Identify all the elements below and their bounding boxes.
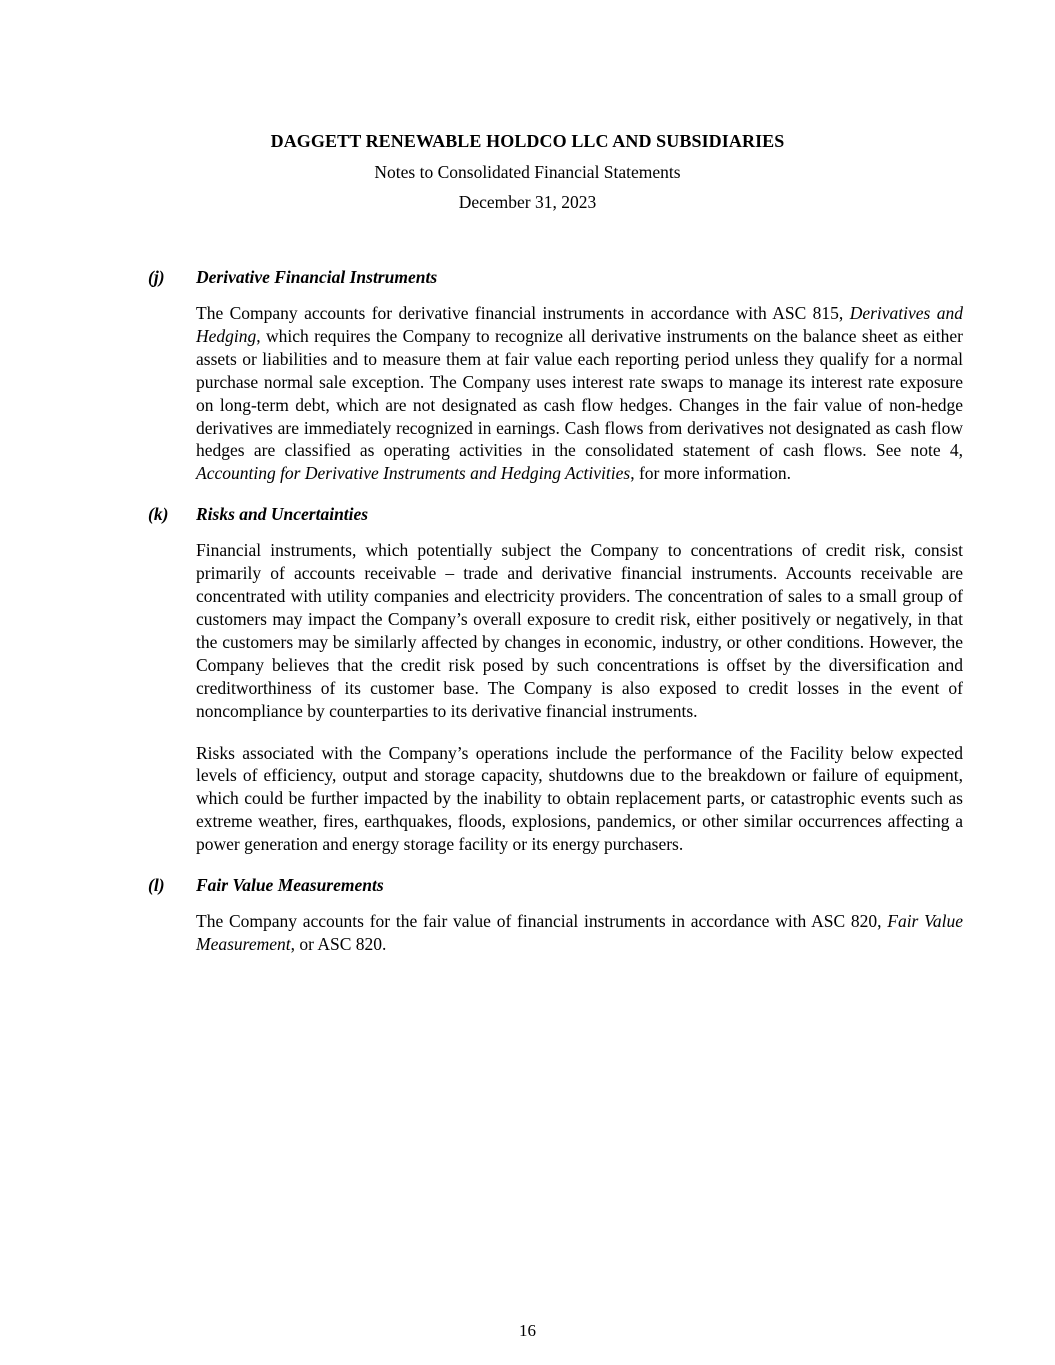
- text-run: , for more information.: [630, 463, 792, 484]
- paragraph: [196, 302, 963, 485]
- text-run: The Company accounts for derivative financial instruments in accordance with ASC 815,: [196, 303, 850, 323]
- text-run: Risks associated with the Company’s operations include the performance of the Facility below expected levels of efficiency, output and storage capacity, shutdowns due to the breakdown or failure of equipment, which could be further impacted by the inability to obtain replacement parts, or catastrophic events such as extreme weather, fires, earthquakes, floods, explosions, pandemics, or other similar occurrences affecting a power generation and energy storage facility or its energy purchasers.: [196, 742, 963, 855]
- section-title: Derivative Financial Instruments: [196, 267, 438, 287]
- italic-text-run: Accounting for Derivative Instruments and Hedging Activities: [196, 463, 631, 484]
- document-subtitle: Notes to Consolidated Financial Statements: [374, 162, 681, 182]
- company-title: DAGGETT RENEWABLE HOLDCO LLC AND SUBSIDIARIES: [270, 131, 785, 151]
- note-section: [148, 875, 963, 956]
- section-heading: [148, 267, 963, 288]
- paragraph: [196, 742, 963, 857]
- section-label: (j): [148, 267, 165, 287]
- section-heading: [148, 875, 963, 896]
- note-section: [148, 504, 963, 856]
- text-run: The Company accounts for the fair value of financial instruments in accordance with ASC 820,: [196, 911, 888, 932]
- section-title: Risks and Uncertainties: [196, 504, 369, 525]
- italic-text-run: Derivatives and Hedging: [196, 303, 964, 346]
- section-label: (l): [148, 875, 165, 896]
- page-number: 16: [519, 1321, 536, 1340]
- note-section: [148, 267, 963, 485]
- paragraph: [196, 910, 963, 956]
- text-run: , which requires the Company to recognize all derivative instruments on the balance sheet as either assets or liabilities and to measure them at fair value each reporting period unless they qualify for a normal purchase normal sale exception. The Company uses interest rate swaps to manage its interest rate exposure on long-term debt, which are not designated as cash flow hedges. Changes in the fair value of non-hedge derivatives are immediately recognized in earnings. Cash flows from derivatives not designated as cash flow hedges are classified as operating activities in the consolidated statement of cash flows. See note 4,: [196, 325, 963, 461]
- section-heading: [148, 504, 963, 525]
- paragraph: [196, 539, 963, 722]
- page-footer: [0, 1321, 1055, 1341]
- section-label: (k): [148, 504, 169, 525]
- document-date: December 31, 2023: [458, 192, 597, 212]
- notes-sections: [0, 267, 1055, 956]
- text-run: , or ASC 820.: [290, 933, 387, 954]
- text-run: Financial instruments, which potentially subject the Company to concentrations of credit risk, consist primarily of accounts receivable – trade and derivative financial instruments. Accounts receivable are concentrated with utility companies and electricity providers. The concentration of sales to a small group of customers may impact the Company’s overall exposure to credit risk, either positively or negatively, in that the customers may be similarly affected by changes in economic, industry, or other conditions. However, the Company believes that the credit risk posed by such concentrations is offset by the diversification and creditworthiness of its customer base. The Company is also exposed to credit losses in the event of noncompliance by counterparties to its derivative financial instruments.: [196, 540, 963, 721]
- section-title: Fair Value Measurements: [196, 875, 384, 896]
- italic-text-run: Fair Value Measurement: [196, 911, 963, 954]
- document-header: [0, 0, 1055, 213]
